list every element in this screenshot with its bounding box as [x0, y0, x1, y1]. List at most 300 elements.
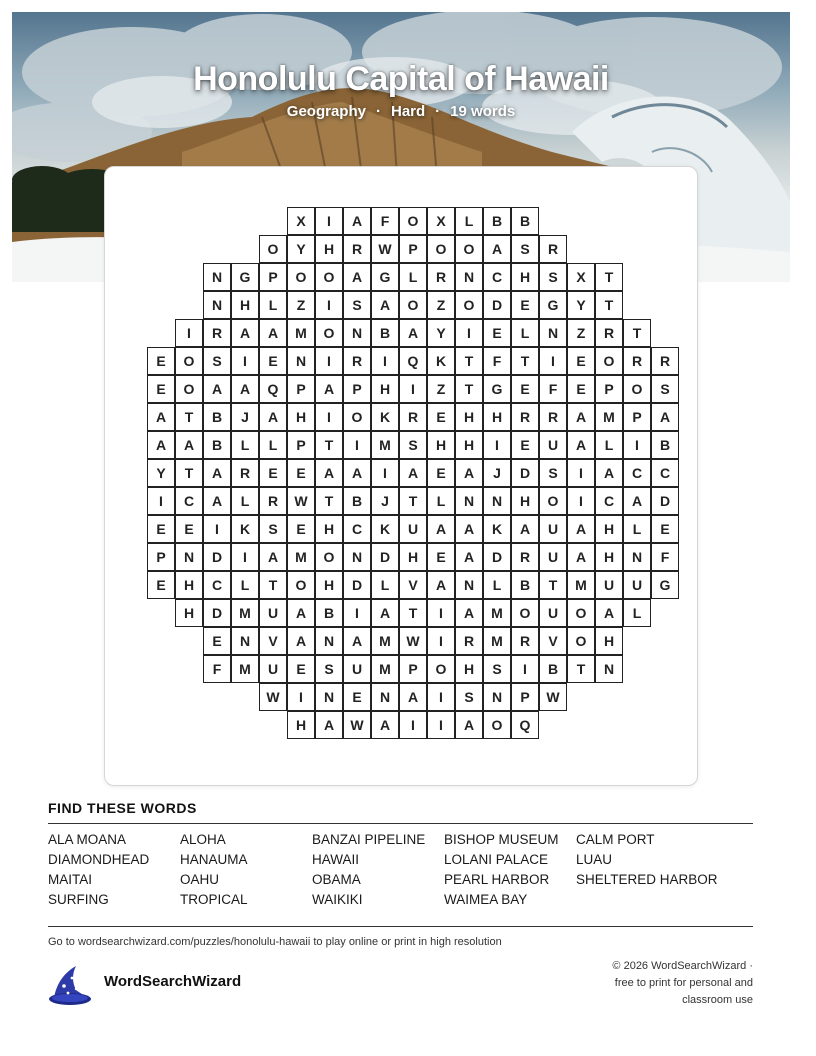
grid-cell[interactable]: O — [455, 291, 483, 319]
grid-cell[interactable]: E — [175, 515, 203, 543]
grid-cell[interactable]: B — [343, 487, 371, 515]
grid-cell[interactable]: P — [287, 431, 315, 459]
grid-cell[interactable]: P — [595, 375, 623, 403]
grid-cell[interactable]: R — [539, 403, 567, 431]
grid-cell[interactable]: A — [651, 403, 679, 431]
grid-cell[interactable]: L — [231, 431, 259, 459]
grid-cell[interactable]: E — [147, 375, 175, 403]
grid-cell[interactable]: H — [287, 711, 315, 739]
grid-cell[interactable]: T — [315, 431, 343, 459]
grid-cell[interactable]: A — [231, 375, 259, 403]
grid-cell[interactable]: S — [483, 655, 511, 683]
grid-cell[interactable]: I — [371, 459, 399, 487]
grid-cell[interactable]: V — [539, 627, 567, 655]
grid-cell[interactable]: O — [399, 291, 427, 319]
grid-cell[interactable]: O — [483, 711, 511, 739]
grid-cell[interactable]: R — [539, 235, 567, 263]
grid-cell[interactable]: N — [455, 263, 483, 291]
grid-cell[interactable]: R — [651, 347, 679, 375]
grid-cell[interactable]: K — [427, 347, 455, 375]
grid-cell[interactable]: N — [539, 319, 567, 347]
grid-cell[interactable]: E — [259, 459, 287, 487]
grid-cell[interactable]: C — [595, 487, 623, 515]
grid-cell[interactable]: I — [147, 487, 175, 515]
grid-cell[interactable]: R — [455, 627, 483, 655]
grid-cell[interactable]: A — [315, 459, 343, 487]
grid-cell[interactable]: O — [287, 571, 315, 599]
grid-cell[interactable]: I — [427, 627, 455, 655]
grid-cell[interactable]: R — [511, 627, 539, 655]
grid-cell[interactable]: O — [175, 347, 203, 375]
grid-cell[interactable]: O — [511, 599, 539, 627]
grid-cell[interactable]: T — [175, 403, 203, 431]
grid-cell[interactable]: W — [539, 683, 567, 711]
grid-cell[interactable]: P — [287, 375, 315, 403]
grid-cell[interactable]: I — [427, 599, 455, 627]
grid-cell[interactable]: A — [483, 235, 511, 263]
grid-cell[interactable]: M — [567, 571, 595, 599]
grid-cell[interactable]: A — [511, 515, 539, 543]
grid-cell[interactable]: O — [287, 263, 315, 291]
grid-cell[interactable]: V — [399, 571, 427, 599]
grid-cell[interactable]: E — [483, 319, 511, 347]
grid-cell[interactable]: A — [399, 319, 427, 347]
grid-cell[interactable]: A — [259, 543, 287, 571]
grid-cell[interactable]: Q — [511, 711, 539, 739]
grid-cell[interactable]: O — [175, 375, 203, 403]
grid-cell[interactable]: A — [287, 599, 315, 627]
grid-cell[interactable]: U — [539, 515, 567, 543]
grid-cell[interactable]: I — [427, 711, 455, 739]
grid-cell[interactable]: D — [203, 543, 231, 571]
grid-cell[interactable]: I — [343, 431, 371, 459]
grid-cell[interactable]: L — [399, 263, 427, 291]
grid-cell[interactable]: O — [427, 655, 455, 683]
grid-cell[interactable]: E — [511, 431, 539, 459]
grid-cell[interactable]: H — [315, 235, 343, 263]
grid-cell[interactable]: P — [399, 655, 427, 683]
grid-cell[interactable]: W — [371, 235, 399, 263]
grid-cell[interactable]: A — [147, 403, 175, 431]
grid-cell[interactable]: J — [483, 459, 511, 487]
grid-cell[interactable]: A — [315, 375, 343, 403]
grid-cell[interactable]: H — [595, 515, 623, 543]
grid-cell[interactable]: R — [343, 235, 371, 263]
grid-cell[interactable]: N — [315, 627, 343, 655]
grid-cell[interactable]: V — [259, 627, 287, 655]
grid-cell[interactable]: S — [651, 375, 679, 403]
grid-cell[interactable]: D — [651, 487, 679, 515]
grid-cell[interactable]: N — [203, 263, 231, 291]
grid-cell[interactable]: I — [399, 711, 427, 739]
grid-cell[interactable]: T — [175, 459, 203, 487]
grid-cell[interactable]: L — [595, 431, 623, 459]
grid-cell[interactable]: A — [595, 459, 623, 487]
grid-cell[interactable]: S — [399, 431, 427, 459]
grid-cell[interactable]: A — [399, 459, 427, 487]
grid-cell[interactable]: A — [259, 403, 287, 431]
grid-cell[interactable]: A — [371, 599, 399, 627]
grid-cell[interactable]: U — [595, 571, 623, 599]
grid-cell[interactable]: A — [455, 599, 483, 627]
grid-cell[interactable]: H — [175, 599, 203, 627]
grid-cell[interactable]: A — [623, 487, 651, 515]
grid-cell[interactable]: T — [399, 487, 427, 515]
grid-cell[interactable]: R — [399, 403, 427, 431]
grid-cell[interactable]: E — [287, 655, 315, 683]
grid-cell[interactable]: M — [231, 599, 259, 627]
grid-cell[interactable]: E — [427, 459, 455, 487]
grid-cell[interactable]: R — [259, 487, 287, 515]
grid-cell[interactable]: P — [343, 375, 371, 403]
grid-cell[interactable]: M — [231, 655, 259, 683]
grid-cell[interactable]: Y — [287, 235, 315, 263]
grid-cell[interactable]: A — [567, 543, 595, 571]
grid-cell[interactable]: T — [455, 347, 483, 375]
grid-cell[interactable]: O — [539, 487, 567, 515]
grid-cell[interactable]: L — [259, 431, 287, 459]
grid-cell[interactable]: B — [651, 431, 679, 459]
grid-cell[interactable]: E — [567, 375, 595, 403]
grid-cell[interactable]: R — [343, 347, 371, 375]
grid-cell[interactable]: T — [567, 655, 595, 683]
grid-cell[interactable]: P — [623, 403, 651, 431]
grid-cell[interactable]: W — [399, 627, 427, 655]
grid-cell[interactable]: G — [483, 375, 511, 403]
grid-cell[interactable]: B — [315, 599, 343, 627]
grid-cell[interactable]: E — [287, 459, 315, 487]
grid-cell[interactable]: X — [287, 207, 315, 235]
grid-cell[interactable]: M — [371, 627, 399, 655]
grid-cell[interactable]: B — [371, 319, 399, 347]
grid-cell[interactable]: T — [539, 571, 567, 599]
grid-cell[interactable]: F — [371, 207, 399, 235]
grid-cell[interactable]: O — [567, 599, 595, 627]
grid-cell[interactable]: F — [203, 655, 231, 683]
grid-cell[interactable]: N — [287, 347, 315, 375]
grid-cell[interactable]: N — [623, 543, 651, 571]
grid-cell[interactable]: C — [623, 459, 651, 487]
grid-cell[interactable]: I — [455, 319, 483, 347]
grid-cell[interactable]: K — [483, 515, 511, 543]
grid-cell[interactable]: I — [203, 515, 231, 543]
grid-cell[interactable]: N — [175, 543, 203, 571]
grid-cell[interactable]: D — [343, 571, 371, 599]
grid-cell[interactable]: I — [175, 319, 203, 347]
grid-cell[interactable]: T — [455, 375, 483, 403]
grid-cell[interactable]: L — [231, 487, 259, 515]
grid-cell[interactable]: O — [595, 347, 623, 375]
grid-cell[interactable]: S — [539, 459, 567, 487]
grid-cell[interactable]: A — [203, 375, 231, 403]
grid-cell[interactable]: F — [651, 543, 679, 571]
grid-cell[interactable]: E — [511, 375, 539, 403]
grid-cell[interactable]: U — [259, 655, 287, 683]
grid-cell[interactable]: N — [595, 655, 623, 683]
grid-cell[interactable]: S — [455, 683, 483, 711]
grid-cell[interactable]: M — [371, 431, 399, 459]
grid-cell[interactable]: T — [595, 291, 623, 319]
grid-cell[interactable]: A — [203, 459, 231, 487]
grid-cell[interactable]: T — [315, 487, 343, 515]
grid-cell[interactable]: U — [399, 515, 427, 543]
grid-cell[interactable]: B — [203, 431, 231, 459]
grid-cell[interactable]: X — [427, 207, 455, 235]
grid-cell[interactable]: U — [259, 599, 287, 627]
grid-cell[interactable]: E — [203, 627, 231, 655]
grid-cell[interactable]: E — [287, 515, 315, 543]
grid-cell[interactable]: I — [399, 375, 427, 403]
grid-cell[interactable]: I — [511, 655, 539, 683]
grid-cell[interactable]: I — [567, 487, 595, 515]
grid-cell[interactable]: H — [315, 571, 343, 599]
grid-cell[interactable]: H — [595, 627, 623, 655]
grid-cell[interactable]: M — [483, 599, 511, 627]
grid-cell[interactable]: L — [483, 571, 511, 599]
grid-cell[interactable]: M — [287, 319, 315, 347]
grid-cell[interactable]: B — [511, 207, 539, 235]
grid-cell[interactable]: Y — [567, 291, 595, 319]
grid-cell[interactable]: L — [511, 319, 539, 347]
grid-cell[interactable]: P — [399, 235, 427, 263]
grid-cell[interactable]: N — [455, 571, 483, 599]
grid-cell[interactable]: L — [427, 487, 455, 515]
grid-cell[interactable]: C — [651, 459, 679, 487]
grid-cell[interactable]: A — [203, 487, 231, 515]
grid-cell[interactable]: Y — [147, 459, 175, 487]
grid-cell[interactable]: I — [427, 683, 455, 711]
grid-cell[interactable]: D — [483, 543, 511, 571]
grid-cell[interactable]: R — [511, 543, 539, 571]
grid-cell[interactable]: C — [175, 487, 203, 515]
grid-cell[interactable]: S — [511, 235, 539, 263]
grid-cell[interactable]: N — [343, 543, 371, 571]
grid-cell[interactable]: H — [455, 655, 483, 683]
grid-cell[interactable]: M — [287, 543, 315, 571]
grid-cell[interactable]: U — [343, 655, 371, 683]
grid-cell[interactable]: E — [147, 571, 175, 599]
grid-cell[interactable]: I — [315, 403, 343, 431]
grid-cell[interactable]: A — [371, 711, 399, 739]
grid-cell[interactable]: M — [483, 627, 511, 655]
grid-cell[interactable]: B — [483, 207, 511, 235]
grid-cell[interactable]: O — [315, 543, 343, 571]
grid-cell[interactable]: Z — [287, 291, 315, 319]
grid-cell[interactable]: L — [623, 599, 651, 627]
grid-cell[interactable]: I — [483, 431, 511, 459]
grid-cell[interactable]: G — [231, 263, 259, 291]
grid-cell[interactable]: I — [231, 543, 259, 571]
grid-cell[interactable]: J — [371, 487, 399, 515]
grid-cell[interactable]: G — [539, 291, 567, 319]
grid-cell[interactable]: O — [343, 403, 371, 431]
grid-cell[interactable]: T — [623, 319, 651, 347]
grid-cell[interactable]: E — [511, 291, 539, 319]
grid-cell[interactable]: J — [231, 403, 259, 431]
grid-cell[interactable]: F — [483, 347, 511, 375]
grid-cell[interactable]: H — [595, 543, 623, 571]
grid-cell[interactable]: H — [483, 403, 511, 431]
grid-cell[interactable]: A — [371, 291, 399, 319]
grid-cell[interactable]: O — [315, 263, 343, 291]
grid-cell[interactable]: N — [343, 319, 371, 347]
grid-cell[interactable]: P — [147, 543, 175, 571]
grid-cell[interactable]: N — [483, 683, 511, 711]
grid-cell[interactable]: A — [231, 319, 259, 347]
grid-cell[interactable]: T — [511, 347, 539, 375]
grid-cell[interactable]: M — [595, 403, 623, 431]
grid-cell[interactable]: L — [231, 571, 259, 599]
grid-cell[interactable]: Q — [399, 347, 427, 375]
grid-cell[interactable]: R — [427, 263, 455, 291]
grid-cell[interactable]: N — [231, 627, 259, 655]
grid-cell[interactable]: L — [455, 207, 483, 235]
grid-cell[interactable]: G — [651, 571, 679, 599]
grid-cell[interactable]: A — [175, 431, 203, 459]
grid-cell[interactable]: E — [343, 683, 371, 711]
grid-cell[interactable]: A — [567, 431, 595, 459]
grid-cell[interactable]: E — [427, 403, 455, 431]
grid-cell[interactable]: Z — [427, 375, 455, 403]
grid-cell[interactable]: S — [539, 263, 567, 291]
grid-cell[interactable]: U — [539, 431, 567, 459]
grid-cell[interactable]: B — [203, 403, 231, 431]
grid-cell[interactable]: I — [623, 431, 651, 459]
grid-cell[interactable]: N — [203, 291, 231, 319]
grid-cell[interactable]: O — [315, 319, 343, 347]
grid-cell[interactable]: A — [567, 403, 595, 431]
grid-cell[interactable]: I — [231, 347, 259, 375]
grid-cell[interactable]: K — [371, 403, 399, 431]
grid-cell[interactable]: A — [427, 515, 455, 543]
grid-cell[interactable]: U — [539, 543, 567, 571]
grid-cell[interactable]: N — [371, 683, 399, 711]
grid-cell[interactable]: A — [427, 571, 455, 599]
grid-cell[interactable]: H — [287, 403, 315, 431]
grid-cell[interactable]: R — [623, 347, 651, 375]
grid-cell[interactable]: A — [595, 599, 623, 627]
grid-cell[interactable]: P — [259, 263, 287, 291]
grid-cell[interactable]: E — [427, 543, 455, 571]
grid-cell[interactable]: Z — [567, 319, 595, 347]
grid-cell[interactable]: K — [371, 515, 399, 543]
grid-cell[interactable]: A — [343, 207, 371, 235]
grid-cell[interactable]: H — [231, 291, 259, 319]
grid-cell[interactable]: O — [399, 207, 427, 235]
grid-cell[interactable]: D — [371, 543, 399, 571]
grid-cell[interactable]: A — [343, 459, 371, 487]
grid-cell[interactable]: U — [623, 571, 651, 599]
grid-cell[interactable]: S — [203, 347, 231, 375]
grid-cell[interactable]: H — [315, 515, 343, 543]
grid-cell[interactable]: N — [455, 487, 483, 515]
grid-cell[interactable]: I — [315, 291, 343, 319]
grid-cell[interactable]: H — [511, 487, 539, 515]
grid-cell[interactable]: S — [343, 291, 371, 319]
grid-cell[interactable]: S — [259, 515, 287, 543]
grid-cell[interactable]: I — [315, 207, 343, 235]
grid-cell[interactable]: H — [175, 571, 203, 599]
grid-cell[interactable]: I — [539, 347, 567, 375]
grid-cell[interactable]: Q — [259, 375, 287, 403]
grid-cell[interactable]: I — [315, 347, 343, 375]
grid-cell[interactable]: A — [567, 515, 595, 543]
grid-cell[interactable]: L — [259, 291, 287, 319]
grid-cell[interactable]: Z — [427, 291, 455, 319]
grid-cell[interactable]: A — [399, 683, 427, 711]
grid-cell[interactable]: W — [343, 711, 371, 739]
grid-cell[interactable]: E — [567, 347, 595, 375]
grid-cell[interactable]: T — [259, 571, 287, 599]
grid-cell[interactable]: H — [455, 403, 483, 431]
grid-cell[interactable]: T — [399, 599, 427, 627]
grid-cell[interactable]: A — [147, 431, 175, 459]
grid-cell[interactable]: A — [455, 543, 483, 571]
grid-cell[interactable]: L — [623, 515, 651, 543]
grid-cell[interactable]: H — [455, 431, 483, 459]
grid-cell[interactable]: S — [315, 655, 343, 683]
grid-cell[interactable]: A — [259, 319, 287, 347]
grid-cell[interactable]: O — [427, 235, 455, 263]
grid-cell[interactable]: D — [483, 291, 511, 319]
grid-cell[interactable]: E — [259, 347, 287, 375]
grid-cell[interactable]: F — [539, 375, 567, 403]
grid-cell[interactable]: I — [371, 347, 399, 375]
grid-cell[interactable]: N — [483, 487, 511, 515]
grid-cell[interactable]: B — [511, 571, 539, 599]
grid-cell[interactable]: E — [147, 347, 175, 375]
grid-cell[interactable]: R — [511, 403, 539, 431]
grid-cell[interactable]: R — [203, 319, 231, 347]
grid-cell[interactable]: E — [147, 515, 175, 543]
grid-cell[interactable]: T — [595, 263, 623, 291]
grid-cell[interactable]: E — [651, 515, 679, 543]
grid-cell[interactable]: H — [371, 375, 399, 403]
grid-cell[interactable]: A — [343, 263, 371, 291]
grid-cell[interactable]: I — [287, 683, 315, 711]
grid-cell[interactable]: A — [343, 627, 371, 655]
grid-cell[interactable]: W — [287, 487, 315, 515]
grid-cell[interactable]: C — [203, 571, 231, 599]
grid-cell[interactable]: O — [623, 375, 651, 403]
grid-cell[interactable]: R — [595, 319, 623, 347]
grid-cell[interactable]: H — [399, 543, 427, 571]
grid-cell[interactable]: G — [371, 263, 399, 291]
grid-cell[interactable]: R — [231, 459, 259, 487]
grid-cell[interactable]: A — [315, 711, 343, 739]
grid-cell[interactable]: C — [343, 515, 371, 543]
grid-cell[interactable]: L — [371, 571, 399, 599]
grid-cell[interactable]: O — [455, 235, 483, 263]
grid-cell[interactable]: W — [259, 683, 287, 711]
grid-cell[interactable]: A — [287, 627, 315, 655]
grid-cell[interactable]: I — [343, 599, 371, 627]
grid-cell[interactable]: M — [371, 655, 399, 683]
grid-cell[interactable]: N — [315, 683, 343, 711]
grid-cell[interactable]: A — [455, 515, 483, 543]
grid-cell[interactable]: D — [511, 459, 539, 487]
grid-cell[interactable]: Y — [427, 319, 455, 347]
grid-cell[interactable]: O — [259, 235, 287, 263]
grid-cell[interactable]: D — [203, 599, 231, 627]
grid-cell[interactable]: X — [567, 263, 595, 291]
grid-cell[interactable]: C — [483, 263, 511, 291]
grid-cell[interactable]: K — [231, 515, 259, 543]
grid-cell[interactable]: A — [455, 459, 483, 487]
grid-cell[interactable]: B — [539, 655, 567, 683]
grid-cell[interactable]: P — [511, 683, 539, 711]
grid-cell[interactable]: U — [539, 599, 567, 627]
